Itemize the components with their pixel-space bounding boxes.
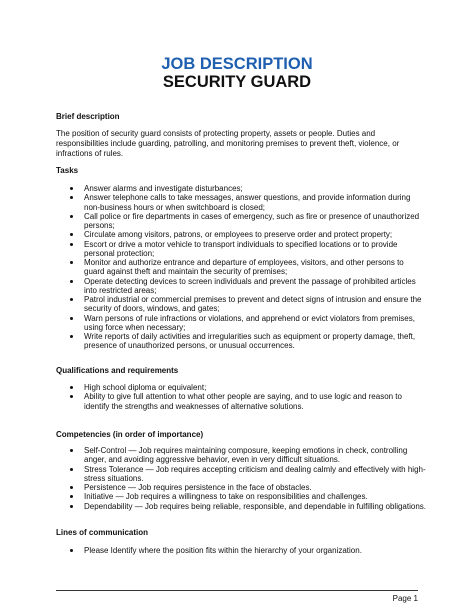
list-item: [60, 502, 426, 511]
competencies-list: [60, 446, 426, 511]
bullet-icon: [70, 505, 73, 508]
competency-text: Dependability — Job requires being reliable, responsible, and dependable in fulfilling obligations.: [84, 501, 426, 511]
list-item: [60, 258, 426, 277]
qualifications-list: [60, 383, 426, 411]
task-text: Patrol industrial or commercial premises to prevent and detect signs of intrusion and ensure the security of doors, windows, and gates;: [84, 295, 422, 314]
list-item: [60, 212, 426, 231]
list-item: [60, 465, 426, 484]
footer-divider: [56, 590, 418, 591]
list-item: [60, 277, 426, 296]
document-title: JOB DESCRIPTION: [161, 55, 313, 73]
list-item: [60, 332, 426, 351]
list-item: [60, 193, 426, 212]
tasks-heading: Tasks: [56, 166, 79, 175]
list-item: [60, 240, 426, 259]
lines-heading: Lines of communication: [56, 528, 149, 537]
task-text: Call police or fire departments in cases of emergency, such as fire or presence of unauthorized persons;: [84, 211, 420, 230]
list-item: [60, 184, 426, 193]
competency-text: Self-Control — Job requires maintaining composure, keeping emotions in check, controlling anger, and avoiding aggressive behavior, even in very difficult situations.: [84, 446, 408, 465]
bullet-icon: [70, 468, 73, 471]
qualification-text: Ability to give full attention to what other people are saying, and to use logic and reason to identify the strengths and weaknesses of alternative solutions.: [84, 392, 402, 411]
qualifications-heading: Qualifications and requirements: [56, 366, 179, 375]
bullet-icon: [70, 243, 73, 246]
list-item: [60, 295, 426, 314]
bullet-icon: [70, 215, 73, 218]
task-text: Answer alarms and investigate disturbances;: [84, 184, 243, 193]
task-text: Answer telephone calls to take messages, answer questions, and provide information during non-business hours or when switchboard is closed;: [84, 193, 411, 212]
tasks-list: [60, 184, 426, 351]
document-subtitle: SECURITY GUARD: [162, 73, 312, 91]
bullet-icon: [70, 449, 73, 452]
task-text: Escort or drive a motor vehicle to transport individuals to specified locations or to provide personal protection;: [84, 239, 398, 258]
list-item: [60, 546, 426, 555]
page-number: Page 1: [392, 594, 418, 603]
list-item: [60, 230, 426, 239]
brief-text: The position of security guard consists of protecting property, assets or people. Duties and responsibilities include guarding, patrolling, and monitoring premises to prevent theft, violence, or infractions of rules.: [56, 129, 400, 159]
bullet-icon: [70, 386, 73, 389]
list-item: [60, 314, 426, 333]
bullet-icon: [70, 486, 73, 489]
competencies-heading: Competencies (in order of importance): [56, 430, 204, 439]
bullet-icon: [70, 495, 73, 498]
task-text: Operate detecting devices to screen individuals and prevent the passage of prohibited articles into restricted areas;: [84, 276, 416, 295]
list-item: [60, 392, 426, 411]
bullet-icon: [70, 395, 73, 398]
bullet-icon: [70, 261, 73, 264]
competency-text: Initiative — Job requires a willingness to take on responsibilities and challenges.: [84, 492, 368, 502]
bullet-icon: [70, 335, 73, 338]
task-text: Write reports of daily activities and irregularities such as equipment or property damage, theft, presence of unauthorized persons, or unusual occurrences.: [84, 332, 416, 351]
list-item: [60, 492, 426, 501]
bullet-icon: [70, 298, 73, 301]
bullet-icon: [70, 187, 73, 190]
competency-text: Stress Tolerance — Job requires accepting criticism and dealing calmly and effectively with high-stress situations.: [84, 464, 426, 483]
bullet-icon: [70, 317, 73, 320]
competency-text: Persistence — Job requires persistence in the face of obstacles.: [84, 483, 312, 492]
qualification-text: High school diploma or equivalent;: [84, 383, 207, 392]
lines-text: Please Identify where the position fits within the hierarchy of your organization.: [84, 546, 362, 555]
brief-heading: Brief description: [56, 112, 120, 121]
bullet-icon: [70, 233, 73, 236]
task-text: Monitor and authorize entrance and departure of employees, visitors, and other persons to guard against theft and maintain the security of premises;: [84, 258, 404, 277]
lines-list: [60, 546, 426, 555]
task-text: Warn persons of rule infractions or violations, and apprehend or evict violators from premises, using force when necessary;: [84, 313, 415, 332]
list-item: [60, 383, 426, 392]
bullet-icon: [70, 280, 73, 283]
list-item: [60, 483, 426, 492]
bullet-icon: [70, 196, 73, 199]
list-item: [60, 446, 426, 465]
task-text: Circulate among visitors, patrons, or employees to preserve order and protect property;: [84, 230, 393, 240]
bullet-icon: [70, 549, 73, 552]
